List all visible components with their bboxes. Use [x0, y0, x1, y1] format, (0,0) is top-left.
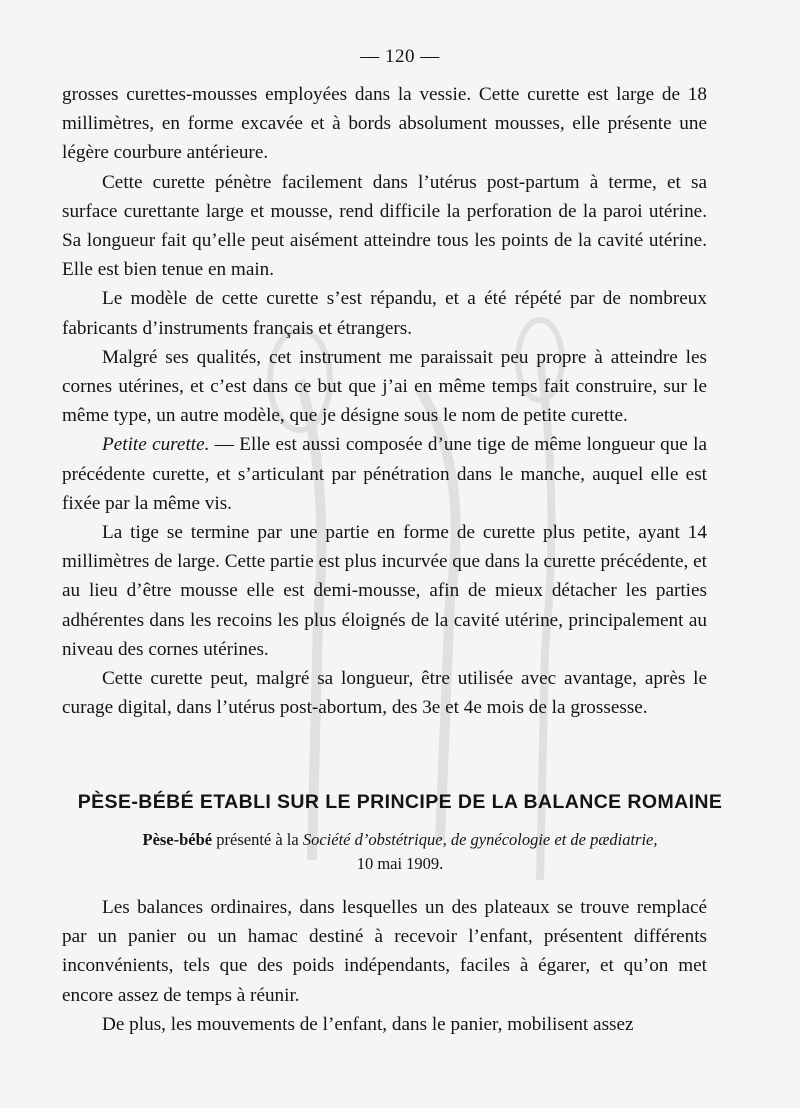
subheading-lead: Pèse-bébé: [142, 830, 213, 849]
paragraph-curette-usage: Cette curette pénètre facilement dans l’utérus post-partum à terme, et sa surface curettante large et mousse, rend difficile la perforation de la paroi utérine. Sa longueur fait qu’elle peut aisément atteindre tous les points de la cavité utérine. Elle est bien tenue en main.: [62, 171, 707, 281]
paragraph-mouvements: De plus, les mouvements de l’enfant, dans le panier, mobilisent assez: [102, 1013, 634, 1035]
paragraph-petite-curette: [62, 430, 707, 518]
paragraph-curette-description: grosses curettes-mousses employées dans la vessie. Cette curette est large de 18 millimètres, en forme excavée et à bords absolument mousses, elle présente une légère courbure antérieure.: [62, 84, 707, 164]
petite-curette-label: Petite curette.: [102, 434, 210, 456]
body-text-upper: [62, 80, 707, 722]
paragraph-usage-post-abortum: Cette curette peut, malgré sa longueur, être utilisée avec avantage, après le curage digital, dans l’utérus post-abortum, des 3e et 4e mois de la grossesse.: [62, 668, 707, 719]
paragraph-balances: Les balances ordinaires, dans lesquelles un des plateaux se trouve remplacé par un panier ou un hamac destiné à recevoir l’enfant, présentent différents inconvénients, tels que des poids indépendants, faciles à égarer, et qu’on met encore assez de temps à réunir.: [62, 897, 707, 1006]
section-subheading: [90, 828, 710, 876]
petite-curette-text: — Elle est aussi composée d’une tige de même longueur que la précédente curette, et s’articulant par pénétration dans le manche, auquel elle est fixée par la même vis.: [62, 434, 707, 514]
subheading-society: Société d’obstétrique, de gynécologie et de pædiatrie,: [302, 830, 658, 849]
section-heading: PÈSE-BÉBÉ ETABLI SUR LE PRINCIPE DE LA BALANCE ROMAINE: [77, 791, 723, 813]
paragraph-tige: La tige se termine par une partie en forme de curette plus petite, ayant 14 millimètres de large. Cette partie est plus incurvée que dans la curette précédente, et au lieu d’être mousse elle est demi-mousse, afin de mieux détacher les parties adhérentes dans les recoins les plus éloignés de la cavité utérine, principalement au niveau des cornes utérines.: [62, 522, 707, 660]
paragraph-curette-model: Le modèle de cette curette s’est répandu, et a été répété par de nombreux fabricants d’instruments français et étrangers.: [62, 288, 707, 339]
subheading-date: 10 mai 1909.: [356, 854, 444, 873]
body-text-lower: [62, 893, 707, 1039]
page-number: — 120 —: [360, 46, 440, 67]
subheading-mid: présenté à la: [212, 830, 303, 849]
paragraph-curette-limits: Malgré ses qualités, cet instrument me paraissait peu propre à atteindre les cornes utérines, et c’est dans ce but que j’ai en même temps fait construire, sur le même type, un autre modèle, que je désigne sous le nom de petite curette.: [62, 346, 707, 427]
